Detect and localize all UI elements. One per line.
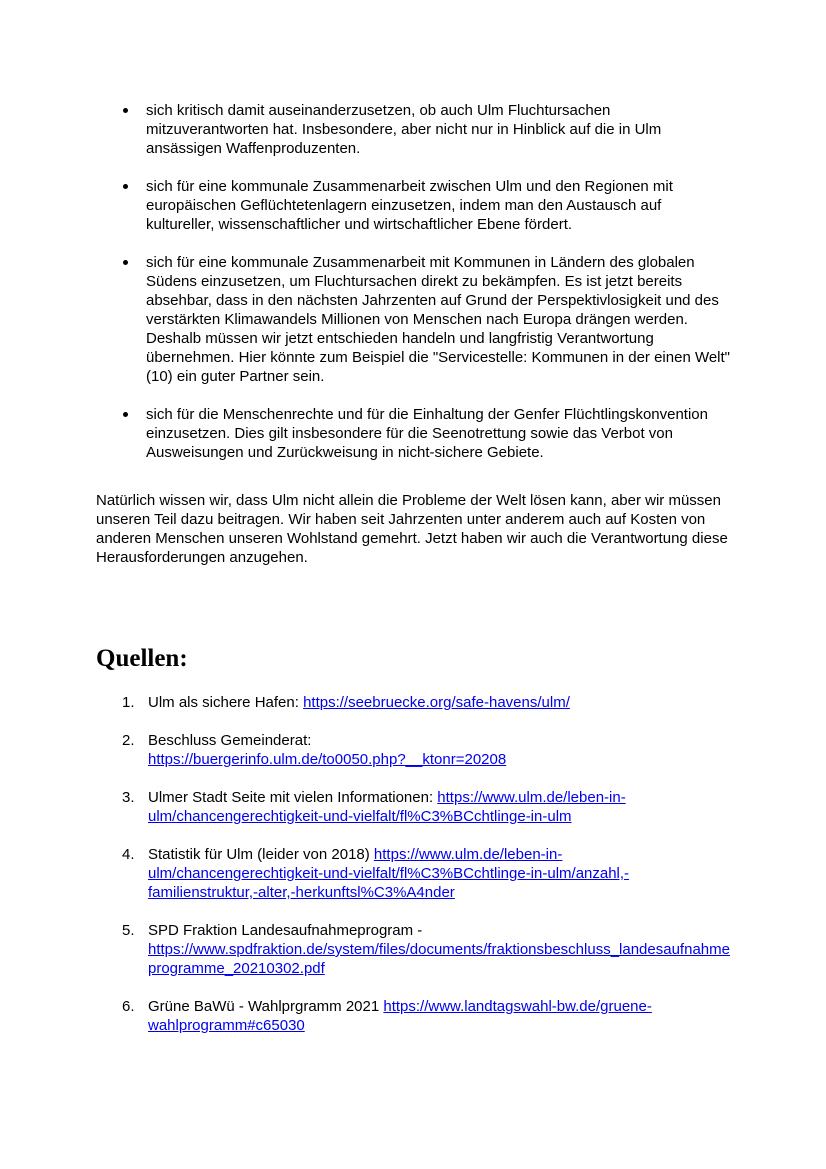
source-prefix: Ulmer Stadt Seite mit vielen Informationen: xyxy=(148,789,438,806)
closing-paragraph: Natürlich wissen wir, dass Ulm nicht allein die Probleme der Welt lösen kann, aber wir müssen unseren Teil dazu beitragen. Wir haben seit Jahrzenten unter anderem auch auf Kosten von anderen Menschen unseren Wohlstand gemehrt. Jetzt haben wir auch die Verantwortung diese Herausforderungen anzugehen. xyxy=(96,492,728,566)
bullet-text: sich kritisch damit auseinanderzusetzen, ob auch Ulm Fluchtursachen mitzuverantworten hat. Insbesondere, aber nicht nur in Hinblick auf die in Ulm ansässigen Waffenproduzenten. xyxy=(146,102,662,157)
source-prefix: Beschluss Gemeinderat: xyxy=(148,732,312,749)
bullet-item xyxy=(96,405,730,462)
source-link[interactable]: https://www.spdfraktion.de/system/files/documents/fraktionsbeschluss_landesaufnahmeprogramme_20210302.pdf xyxy=(148,941,730,977)
source-number: 5. xyxy=(122,922,135,939)
bullet-marker xyxy=(123,184,128,189)
source-prefix: Statistik für Ulm (leider von 2018) xyxy=(148,846,374,863)
source-item xyxy=(96,921,730,978)
source-prefix: Grüne BaWü - Wahlprgramm 2021 xyxy=(148,998,384,1015)
source-item xyxy=(96,693,730,712)
source-number: 3. xyxy=(122,789,135,806)
bullet-item xyxy=(96,253,730,386)
source-link[interactable]: https://buergerinfo.ulm.de/to0050.php?__ktonr=20208 xyxy=(148,751,507,768)
bullet-item xyxy=(96,177,730,234)
bullet-marker xyxy=(123,260,128,265)
bullet-marker xyxy=(123,412,128,417)
source-prefix: SPD Fraktion Landesaufnahmeprogram - xyxy=(148,922,423,939)
source-link[interactable]: https://www.ulm.de/leben-in-ulm/chancengerechtigkeit-und-vielfalt/fl%C3%BCchtlinge-in-ulm xyxy=(148,789,626,825)
source-list xyxy=(96,693,730,1035)
bullet-marker xyxy=(123,108,128,113)
sources-heading: Quellen: xyxy=(96,645,188,672)
source-number: 1. xyxy=(122,694,135,711)
source-prefix: Ulm als sichere Hafen: xyxy=(148,694,304,711)
source-number: 2. xyxy=(122,732,135,749)
source-link[interactable]: https://seebruecke.org/safe-havens/ulm/ xyxy=(303,694,570,711)
bullet-text: sich für eine kommunale Zusammenarbeit zwischen Ulm und den Regionen mit europäischen Geflüchtetenlagern einzusetzen, indem man den Austausch auf kultureller, wissenschaftlicher und wirtschaftlicher Ebene fördert. xyxy=(146,178,673,233)
source-item xyxy=(96,731,730,769)
source-link[interactable]: https://www.landtagswahl-bw.de/gruene-wahlprogramm#c65030 xyxy=(148,998,652,1034)
bullet-list xyxy=(96,101,730,462)
source-link[interactable]: https://www.ulm.de/leben-in-ulm/chancengerechtigkeit-und-vielfalt/fl%C3%BCchtlinge-in-ulm/anzahl,-familienstruktur,-alter,-herkunftsl%C3%A4nder xyxy=(148,846,630,901)
source-number: 6. xyxy=(122,998,135,1015)
source-number: 4. xyxy=(122,846,135,863)
bullet-text: sich für eine kommunale Zusammenarbeit mit Kommunen in Ländern des globalen Südens einzusetzen, um Fluchtursachen direkt zu bekämpfen. Es ist jetzt bereits absehbar, dass in den nächsten Jahrzenten auf Grund der Perspektivlosigkeit und des verstärkten Klimawandels Millionen von Menschen nach Europa drängen werden. Deshalb müssen wir jetzt entschieden handeln und langfristig Verantwortung übernehmen. Hier könnte zum Beispiel die "Servicestelle: Kommunen in der einen Welt" (10) ein guter Partner sein. xyxy=(146,254,731,385)
source-item xyxy=(96,997,730,1035)
source-item xyxy=(96,845,730,902)
bullet-text: sich für die Menschenrechte und für die Einhaltung der Genfer Flüchtlingskonvention einzusetzen. Dies gilt insbesondere für die Seenotrettung sowie das Verbot von Ausweisungen und Zurückweisung in nicht-sichere Gebiete. xyxy=(146,406,708,461)
source-item xyxy=(96,788,730,826)
bullet-item xyxy=(96,101,730,158)
